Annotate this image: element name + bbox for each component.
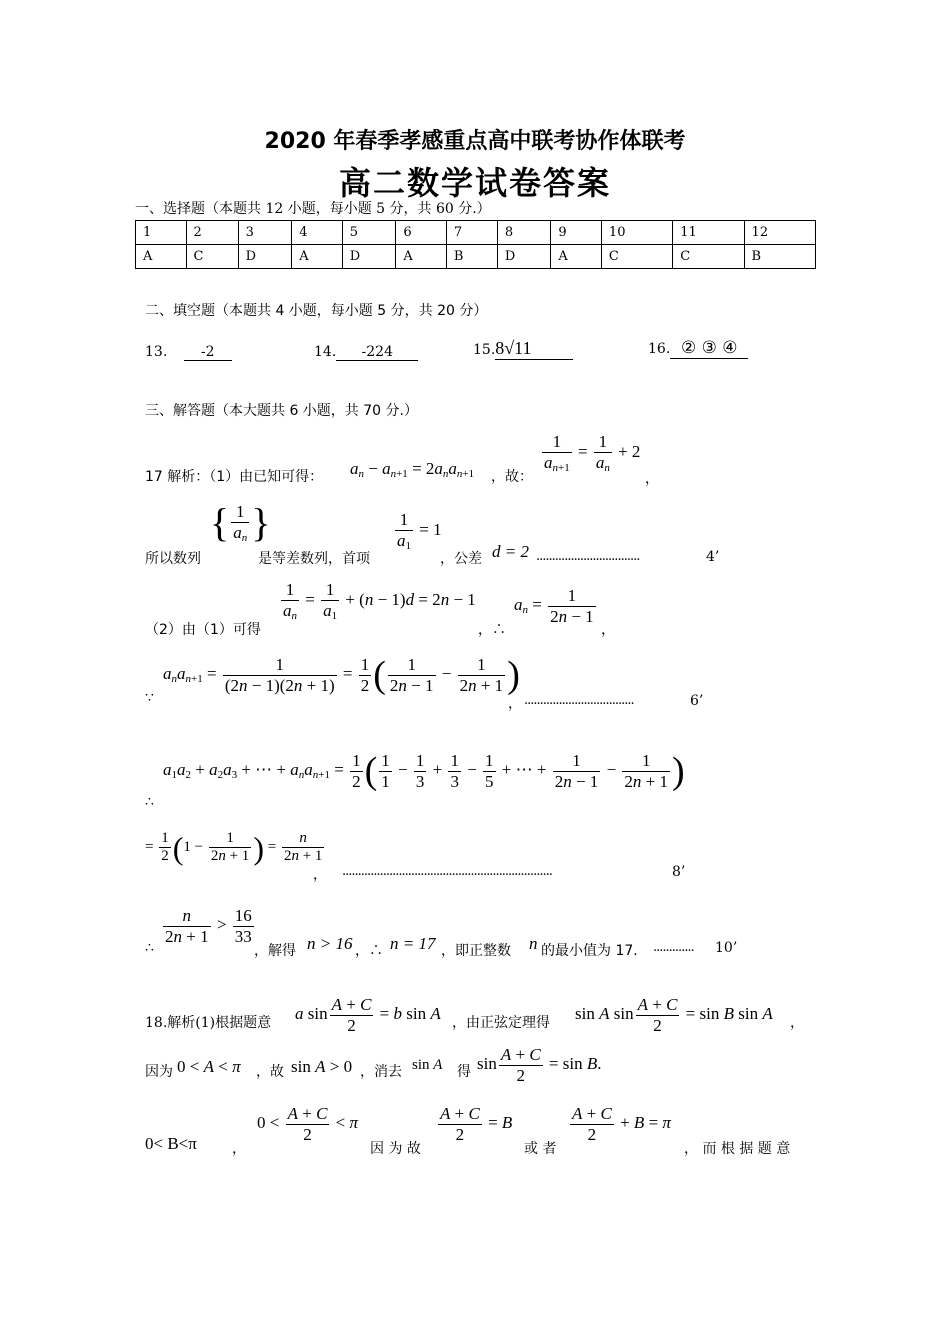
fill-item-15 (473, 338, 573, 360)
table-cell: C (673, 245, 744, 269)
table-cell: 3 (238, 221, 292, 245)
q17-sum-result-formula: = $\frac{1}{2}$ (1 − $\frac{1}{2n + 1}$ ) = $\frac{n}{2n + 1}$ (145, 829, 323, 866)
table-cell: 12 (744, 221, 815, 245)
q18-line1-lead: 18.解析(1)根据题意 (145, 1015, 272, 1031)
section3-heading: 三、解答题（本大题共 6 小题，共 70 分.） (145, 403, 418, 419)
score-dots: ................................................................... (342, 864, 552, 879)
q17-first-term-formula: $\frac{1}{a_1}$ = 1 (397, 510, 442, 552)
fill-item-16 (648, 338, 748, 359)
table-cell: 5 (342, 221, 396, 245)
table-cell: 4 (292, 221, 343, 245)
fill-item-answer: -2 (184, 344, 232, 361)
table-cell: 10 (601, 221, 672, 245)
q17-telescoping-sum-formula: $a_1a_2 + a_2a_3$ + ⋯ + $a_na_{n+1}$ = $\frac{1}{2}$ ( $\frac{1}{1}$ − $\frac{1}{3}$ + $\frac{1}{3}$ − $\frac{1}{5}$ + ⋯ + $\frac{1}{2n - 1}$ − $\frac{1}{2n + 1}$ ) (163, 750, 685, 793)
q18-angle-a-range: 0 < A < π (177, 1057, 241, 1076)
q18-case2-formula: $\frac{A + C}{2}$ + B = π (572, 1104, 671, 1144)
table-cell: D (497, 245, 551, 269)
table-cell: C (186, 245, 238, 269)
q17-n-equals-17: n = 17 (390, 934, 436, 953)
table-row-numbers (136, 221, 816, 245)
exam-title-main: 高二数学试卷答案 (338, 164, 611, 202)
q18-line2-mid2: ，消去 (360, 1064, 402, 1080)
exam-title-top: 2020 年春季孝感重点高中联考协作体联考 (264, 129, 686, 154)
fill-item-number: 15. (473, 342, 496, 358)
q18-sine-law-formula: sin A sin $\frac{A + C}{2}$ = sin B sin A (575, 995, 773, 1035)
section1-heading: 一、选择题（本题共 12 小题，每小题 5 分，共 60 分.） (135, 201, 491, 217)
q17-recurrence-formula: $a_n - a_{n+1} = 2a_na_{n+1}$ (350, 459, 475, 480)
q17-general-reciprocal-formula: $\frac{1}{a_n}$ = $\frac{1}{a_1}$ + (n − 1)d = 2n − 1 (283, 580, 476, 622)
q17-variable-n: n (529, 934, 538, 953)
q17-general-term-formula: $a_n$ = $\frac{1}{2n - 1}$ (514, 586, 594, 626)
q18-line3-sep: ， (232, 1141, 246, 1157)
q17-score-4: 4’ (706, 549, 720, 565)
table-cell: 11 (673, 221, 744, 245)
q17-line7-end: 的最小值为 17. (541, 943, 638, 959)
q18-angle-b-range: 0< B<π (145, 1134, 197, 1153)
q18-reduced-formula: sin $\frac{A + C}{2}$ = sin B. (477, 1045, 602, 1085)
q18-line1-end: ， (790, 1015, 804, 1031)
q18-line2-mid3: 得 (457, 1064, 471, 1080)
q17-line1-lead: 17 解析：（1）由已知可得： (145, 469, 324, 485)
q17-line7-mid2: ，∴ (355, 943, 383, 959)
q17-common-difference: d = 2 (492, 542, 529, 561)
q17-score-6: 6’ (690, 693, 704, 709)
therefore-symbol: ∴ (145, 940, 154, 956)
choice-answer-table (135, 220, 816, 269)
q17-product-split-formula: $a_na_{n+1}$ = $\frac{1}{(2n - 1)(2n + 1)}$ = $\frac{1}{2}$ ( $\frac{1}{2n - 1}$ − $\frac{1}{2n + 1}$ ) (163, 654, 520, 697)
fill-item-answer: ② ③ ④ (670, 338, 748, 359)
table-cell: A (292, 245, 343, 269)
table-cell: 7 (446, 221, 497, 245)
q18-sin-a-positive: sin A > 0 (291, 1057, 353, 1076)
fill-item-14 (314, 344, 418, 361)
fill-item-number: 16. (648, 341, 671, 357)
q17-line7-mid: ，解得 (254, 943, 296, 959)
q18-condition-formula: a sin $\frac{A + C}{2}$ = b sin A (295, 995, 441, 1035)
q17-inequality-formula: $\frac{n}{2n + 1}$ > $\frac{16}{33}$ (165, 906, 252, 946)
q17-sequence-notation: { $\frac{1}{a_n}$ } (210, 500, 271, 546)
q18-sin-a-term: sin A (412, 1057, 443, 1073)
q17-line7-mid3: ，即正整数 (441, 943, 511, 959)
q18-line2-mid: ，故 (256, 1064, 284, 1080)
score-dots: ............. (653, 940, 694, 955)
q18-line3-because: 因 为 故 (370, 1141, 421, 1157)
table-cell: 6 (396, 221, 447, 245)
table-cell: 1 (136, 221, 187, 245)
table-cell: 8 (497, 221, 551, 245)
q17-line2-mid: 是等差数列，首项 (258, 551, 370, 567)
q17-n-greater-16: n > 16 (307, 934, 353, 953)
table-cell: A (136, 245, 187, 269)
q17-line1-end: ， (645, 471, 659, 487)
q17-reciprocal-formula: $\frac{1}{a_{n+1}}$ = $\frac{1}{a_n}$ + 2 (544, 432, 641, 474)
table-row-answers (136, 245, 816, 269)
therefore-symbol: ∴ (145, 794, 154, 810)
q18-line1-mid: ，由正弦定理得 (452, 1015, 550, 1031)
fill-item-number: 13. (145, 344, 168, 360)
fill-item-answer: -224 (336, 344, 418, 361)
table-cell: B (446, 245, 497, 269)
q17-line3-lead: （2）由（1）可得 (145, 622, 261, 638)
q17-line3-mid: ，∴ (478, 622, 506, 638)
q18-half-angle-range: 0 < $\frac{A + C}{2}$ < π (257, 1104, 359, 1144)
q17-score-10: 10’ (715, 940, 738, 956)
because-symbol: ∵ (145, 690, 154, 706)
table-cell: B (744, 245, 815, 269)
fill-item-number: 14. (314, 344, 337, 360)
fill-item-13 (145, 344, 232, 361)
q17-line3-end: ， (601, 622, 615, 638)
q17-line2-mid2: ，公差 (440, 551, 482, 567)
section2-heading: 二、填空题（本题共 4 小题，每小题 5 分，共 20 分） (145, 303, 488, 319)
q18-line2-lead: 因为 (145, 1064, 173, 1080)
q18-line3-or: 或 者 (524, 1141, 557, 1157)
table-cell: A (551, 245, 602, 269)
q18-case1-formula: $\frac{A + C}{2}$ = B (440, 1104, 513, 1144)
table-cell: C (601, 245, 672, 269)
table-cell: D (342, 245, 396, 269)
table-cell: D (238, 245, 292, 269)
fill-item-answer: 8√11 (495, 338, 573, 360)
q17-line4-comma: ， (508, 696, 522, 712)
table-cell: 9 (551, 221, 602, 245)
score-dots: ................................. (536, 549, 640, 564)
table-cell: 2 (186, 221, 238, 245)
q17-score-8: 8’ (672, 864, 686, 880)
q18-line3-end: ， 而 根 据 题 意 (684, 1141, 791, 1157)
table-cell: A (396, 245, 447, 269)
q17-line2-lead: 所以数列 (145, 551, 201, 567)
q17-line6-comma: ， (313, 867, 327, 883)
q17-line1-mid: ，故： (491, 469, 533, 485)
score-dots: ................................... (524, 693, 634, 708)
